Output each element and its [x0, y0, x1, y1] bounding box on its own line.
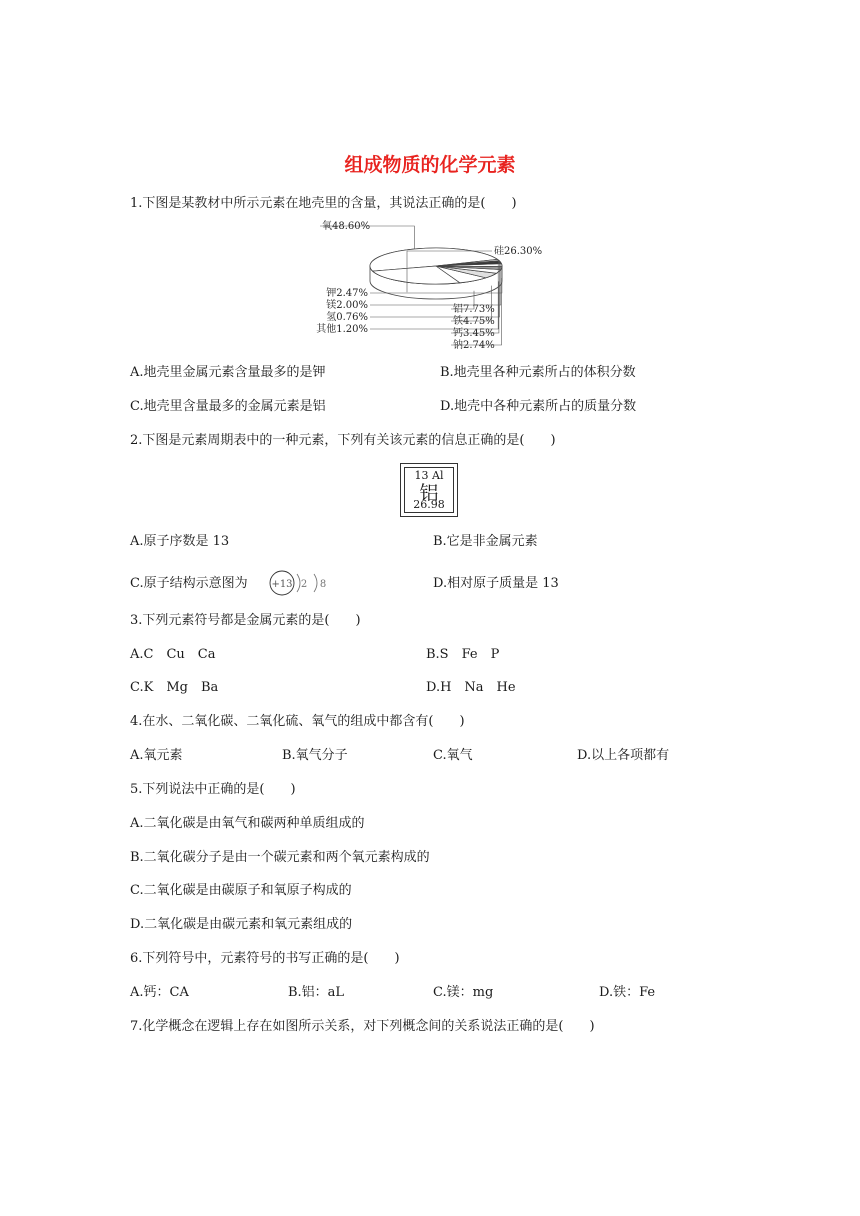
nucleus-charge: +13: [271, 579, 293, 590]
q2-stem: 2.下图是元素周期表中的一种元素，下列有关该元素的信息正确的是( ): [130, 433, 556, 448]
q1-stem: 1.下图是某教材中所示元素在地壳里的含量，其说法正确的是( ): [130, 196, 517, 211]
q4-option-d[interactable]: D.以上各项都有: [577, 748, 670, 763]
page-title: 组成物质的化学元素: [344, 154, 516, 176]
shell-2-electrons: 8: [319, 579, 327, 590]
q5-stem: 5.下列说法中正确的是( ): [130, 782, 296, 797]
element-mass: 26.98: [413, 498, 445, 511]
q7-stem: 7.化学概念在逻辑上存在如图所示关系，对下列概念间的关系说法正确的是( ): [130, 1019, 595, 1034]
q6-option-a[interactable]: A.钙：CA: [130, 985, 189, 1000]
q4-option-a[interactable]: A.氧元素: [130, 748, 183, 763]
q2-option-b[interactable]: B.它是非金属元素: [433, 534, 538, 549]
q6-stem: 6.下列符号中，元素符号的书写正确的是( ): [130, 951, 400, 966]
q5-option-c[interactable]: C.二氧化碳是由碳原子和氧原子构成的: [130, 883, 352, 898]
pie-label: 其他1.20%: [316, 324, 368, 335]
q2-option-d[interactable]: D.相对原子质量是 13: [433, 576, 559, 591]
pie-label: 铁4.75%: [453, 316, 495, 327]
q4-option-b[interactable]: B.氧气分子: [282, 748, 348, 763]
q6-option-b[interactable]: B.铝：aL: [288, 985, 345, 1000]
q4-stem: 4.在水、二氧化碳、二氧化硫、氧气的组成中都含有( ): [130, 714, 465, 729]
q2-option-a[interactable]: A.原子序数是 13: [130, 534, 230, 549]
shell-1-electrons: 2: [300, 579, 308, 590]
q1-option-c[interactable]: C.地壳里含量最多的金属元素是铝: [130, 399, 326, 414]
q2-option-c[interactable]: C.原子结构示意图为: [130, 576, 248, 591]
atom-structure-diagram: [268, 569, 332, 597]
q3-option-a[interactable]: A.C Cu Ca: [130, 647, 216, 662]
q6-option-c[interactable]: C.镁：mg: [433, 985, 494, 1000]
pie-label: 氢0.76%: [326, 312, 368, 323]
q6-option-d[interactable]: D.铁：Fe: [599, 985, 656, 1000]
pie-label: 镁2.00%: [326, 300, 368, 311]
q4-option-c[interactable]: C.氧气: [433, 748, 473, 763]
q5-option-b[interactable]: B.二氧化碳分子是由一个碳元素和两个氧元素构成的: [130, 850, 430, 865]
q5-option-a[interactable]: A.二氧化碳是由氧气和碳两种单质组成的: [130, 816, 365, 831]
q5-option-d[interactable]: D.二氧化碳是由碳元素和氧元素组成的: [130, 917, 353, 932]
pie-label: 硅26.30%: [494, 246, 543, 257]
q1-option-b[interactable]: B.地壳里各种元素所占的体积分数: [440, 365, 636, 380]
crust-element-pie-chart: [300, 216, 560, 356]
pie-label: 钠2.74%: [453, 340, 495, 351]
q1-option-a[interactable]: A.地壳里金属元素含量最多的是钾: [130, 365, 326, 380]
pie-label: 氧48.60%: [322, 221, 371, 232]
element-number-symbol: 13 Al: [414, 469, 444, 482]
pie-label: 钾2.47%: [326, 288, 368, 299]
q3-option-c[interactable]: C.K Mg Ba: [130, 680, 219, 695]
pie-label: 铝7.73%: [453, 304, 495, 315]
q3-option-b[interactable]: B.S Fe P: [426, 647, 500, 662]
electron-shell-1: [297, 574, 300, 592]
q1-option-d[interactable]: D.地壳中各种元素所占的质量分数: [440, 399, 637, 414]
electron-shell-2: [314, 574, 317, 592]
q3-option-d[interactable]: D.H Na He: [426, 680, 516, 695]
q3-stem: 3.下列元素符号都是金属元素的是( ): [130, 613, 361, 628]
pie-label: 钙3.45%: [453, 328, 495, 339]
periodic-table-cell: [400, 463, 458, 517]
element-name: 铝: [419, 482, 439, 504]
